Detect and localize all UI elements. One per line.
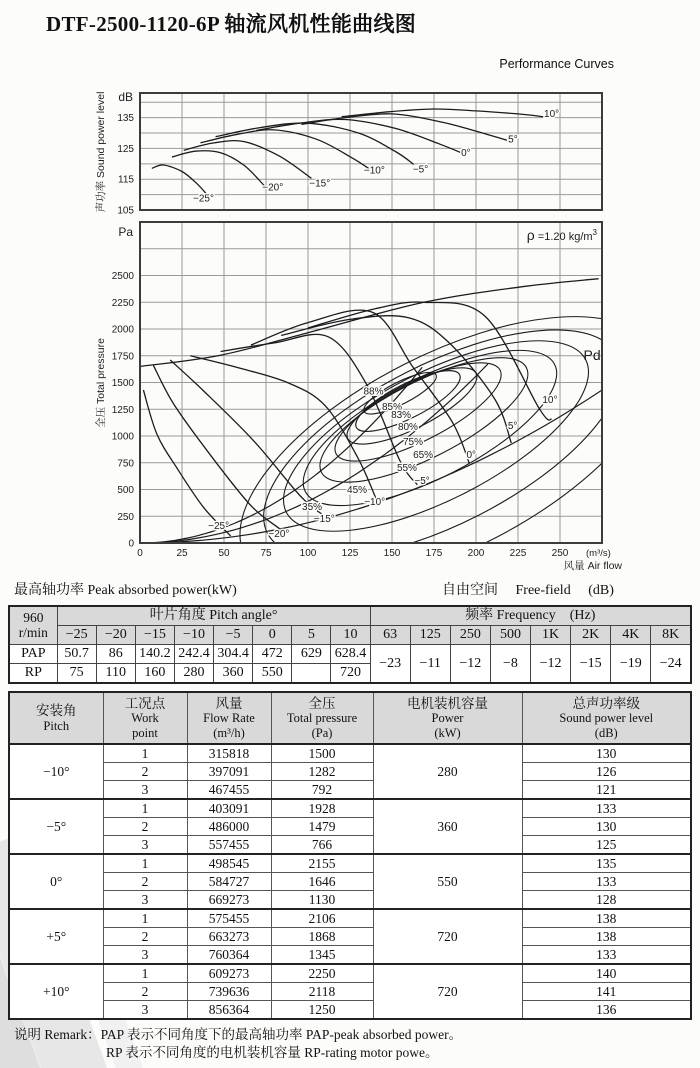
table-row [9, 854, 691, 873]
efficiency-label: 65% [413, 450, 434, 462]
curves-svg [0, 85, 700, 577]
y-tick-label: 2250 [111, 297, 134, 309]
db-unit-label: dB [118, 90, 133, 104]
power-cell: 280 [373, 744, 522, 799]
y-tick-label: 250 [117, 511, 134, 523]
sound-cell: 140 [522, 964, 691, 983]
y-tick-label: 0 [128, 538, 134, 550]
pap-value-cell: 86 [96, 645, 135, 664]
sound-curve-−15° [184, 141, 312, 179]
workpoint-cell: 1 [103, 744, 187, 763]
sound-curve-label: 5° [508, 134, 518, 146]
table-row [9, 799, 691, 818]
workpoint-cell: 1 [103, 964, 187, 983]
table-row [9, 928, 691, 946]
rp-value-cell: 550 [253, 664, 292, 684]
col-header: 电机装机容量 Power (kW) [373, 692, 522, 744]
freq-value-cell: −8 [490, 645, 530, 684]
workpoint-cell: 1 [103, 854, 187, 873]
pressure-cell: 1646 [271, 873, 373, 891]
frequency-cell: 4K [611, 626, 651, 645]
power-cell: 720 [373, 964, 522, 1019]
frequency-cell: 500 [490, 626, 530, 645]
workpoint-cell: 3 [103, 891, 187, 910]
sound-cell: 133 [522, 946, 691, 965]
table-row [9, 946, 691, 965]
flow-cell: 486000 [187, 818, 271, 836]
pitch-angle-cell: −10 [174, 626, 213, 645]
surge-envelope-curve [140, 279, 599, 367]
pressure-cell: 1500 [271, 744, 373, 763]
power-cell: 550 [373, 854, 522, 909]
power-cell: 720 [373, 909, 522, 964]
sound-cell: 141 [522, 983, 691, 1001]
performance-head [9, 692, 691, 744]
pa-unit-label: Pa [118, 225, 133, 239]
power-cell: 360 [373, 799, 522, 854]
x-tick-label: 25 [176, 548, 188, 559]
workpoint-cell: 2 [103, 818, 187, 836]
remark-line-1: 说明 Remark：PAP 表示不同角度下的最高轴功率 PAP-peak absorbed power。 [14, 1027, 463, 1042]
rp-value-cell: 720 [331, 664, 370, 684]
sound-curve-−5° [216, 123, 414, 164]
flow-cell: 663273 [187, 928, 271, 946]
workpoint-cell: 3 [103, 836, 187, 855]
freq-value-cell: −12 [531, 645, 571, 684]
pressure-cell: 1868 [271, 928, 373, 946]
x-axis-title: 风量 Air flow [563, 560, 622, 572]
sound-cell: 133 [522, 799, 691, 818]
workpoint-cell: 3 [103, 946, 187, 965]
y-tick-label: 1750 [111, 351, 134, 363]
pitch-cell: −5° [9, 799, 103, 854]
x-tick-label: 75 [260, 548, 272, 559]
rp-value-cell: 160 [135, 664, 174, 684]
pap-value-cell: 629 [292, 645, 331, 664]
sound-curve-label: −5° [412, 164, 429, 176]
pitch-angle-cell: 5 [292, 626, 331, 645]
efficiency-label: 83% [391, 409, 412, 421]
pressure-cell: 1479 [271, 818, 373, 836]
sound-cell: 135 [522, 854, 691, 873]
sound-curve-−25° [152, 165, 209, 197]
y-tick-label: 1500 [111, 378, 134, 389]
sound-curve-label: −10° [363, 165, 385, 177]
pressure-cell: 1282 [271, 763, 373, 781]
y-tick-label: 115 [118, 174, 134, 186]
pitch-cell: +5° [9, 909, 103, 964]
col-header: 全压 Total pressure (Pa) [271, 692, 373, 744]
grid-lines [140, 93, 602, 543]
sound-cell: 128 [522, 891, 691, 910]
flow-cell: 760364 [187, 946, 271, 965]
pitch-curve-label: 10° [542, 394, 558, 406]
pitch-header-cell: 叶片角度 Pitch angle° [57, 606, 370, 626]
frequency-cell: 250 [450, 626, 490, 645]
freq-value-cell: −23 [370, 645, 410, 684]
freq-value-cell: −12 [450, 645, 490, 684]
pap-value-cell: 304.4 [214, 645, 253, 664]
sound-curve-label: 10° [544, 109, 560, 121]
sound-cell: 138 [522, 928, 691, 946]
y-tick-label: 1250 [111, 404, 134, 416]
col-header: 风量 Flow Rate (m³/h) [187, 692, 271, 744]
efficiency-label: 75% [402, 436, 424, 448]
sound-curve-label: −20° [262, 182, 284, 194]
x-tick-label: 125 [341, 548, 359, 559]
flow-cell: 575455 [187, 909, 271, 928]
sound-curve-10° [342, 109, 544, 117]
flow-cell: 856364 [187, 1001, 271, 1020]
sound-cell: 130 [522, 818, 691, 836]
flow-cell: 397091 [187, 763, 271, 781]
freq-value-cell: −15 [571, 645, 611, 684]
efficiency-label: 88% [363, 386, 384, 398]
pitch-angle-cell: −20 [96, 626, 135, 645]
table-row [9, 873, 691, 891]
table-row [9, 818, 691, 836]
page-title: DTF-2500-1120-6P 轴流风机性能曲线图 [46, 12, 417, 36]
x-tick-label: 250 [551, 548, 569, 559]
pressure-cell: 1345 [271, 946, 373, 965]
speed-cell: 960 r/min [9, 606, 57, 645]
col-header: 安装角 Pitch [9, 692, 103, 744]
y-tick-label: 1000 [111, 431, 134, 443]
pd-label: Pd [583, 347, 601, 364]
sound-cell: 121 [522, 781, 691, 800]
pressure-cell: 2155 [271, 854, 373, 873]
sound-cell: 126 [522, 763, 691, 781]
pressure-cell: 766 [271, 836, 373, 855]
freq-value-cell: −11 [410, 645, 450, 684]
workpoint-cell: 2 [103, 873, 187, 891]
pressure-cell: 2106 [271, 909, 373, 928]
peak-power-label: 最高轴功率 Peak absorbed power(kW) [14, 583, 237, 598]
remark [14, 1026, 462, 1062]
pressure-cell: 792 [271, 781, 373, 800]
pitch-angle-cell: 0 [253, 626, 292, 645]
pitch-cell: +10° [9, 964, 103, 1019]
workpoint-cell: 1 [103, 799, 187, 818]
performance-table [8, 691, 692, 1020]
pap-value-cell: 50.7 [57, 645, 96, 664]
table-row [9, 763, 691, 781]
sound-curve-label: −15° [309, 178, 331, 190]
pitch-angle-cell: 10 [331, 626, 370, 645]
table-row [9, 964, 691, 983]
pressure-axis-title: 全压 Total pressure [95, 338, 107, 428]
pitch-angle-cell: −25 [57, 626, 96, 645]
frequency-cell: 63 [370, 626, 410, 645]
workpoint-cell: 1 [103, 909, 187, 928]
table-row [9, 891, 691, 910]
flow-cell: 609273 [187, 964, 271, 983]
power-frequency-body [9, 606, 691, 683]
pitch-cell: −10° [9, 744, 103, 799]
pitch-curve-label: −25° [208, 520, 230, 532]
y-tick-label: 750 [117, 458, 134, 470]
x-tick-label: 100 [299, 548, 317, 559]
frequency-cell: 8K [651, 626, 691, 645]
flow-cell: 669273 [187, 891, 271, 910]
table-row [9, 1001, 691, 1020]
x-tick-label: 50 [218, 548, 230, 559]
pressure-curve-−20° [153, 365, 279, 528]
rp-value-cell: 110 [96, 664, 135, 684]
flow-unit-label: (m³/s) [586, 548, 611, 559]
table-row [9, 983, 691, 1001]
pitch-angle-cell: −5 [214, 626, 253, 645]
col-header: 工况点 Work point [103, 692, 187, 744]
workpoint-cell: 3 [103, 781, 187, 800]
rp-value-cell: 280 [174, 664, 213, 684]
pitch-curve-label: −20° [268, 529, 290, 541]
power-frequency-table [8, 605, 692, 684]
flow-cell: 739636 [187, 983, 271, 1001]
pitch-curve-label: 5° [507, 420, 518, 432]
Pd-curve [140, 389, 604, 543]
rp-value-cell: 360 [214, 664, 253, 684]
workpoint-cell: 2 [103, 983, 187, 1001]
rp-label-cell: RP [9, 664, 57, 684]
pressure-cell: 1928 [271, 799, 373, 818]
sound-curve-−20° [172, 151, 264, 186]
table-row [9, 744, 691, 763]
freq-value-cell: −19 [611, 645, 651, 684]
pap-value-cell: 628.4 [331, 645, 370, 664]
pitch-angle-cell: −15 [135, 626, 174, 645]
pitch-curve-label: −10° [364, 496, 386, 508]
sound-curve-−10° [201, 130, 372, 171]
pap-value-cell: 140.2 [135, 645, 174, 664]
y-tick-label: 2500 [111, 271, 134, 282]
efficiency-label: 35% [302, 502, 323, 514]
sound-curve-label: 0° [461, 147, 471, 159]
pap-value-cell: 472 [253, 645, 292, 664]
y-tick-label: 125 [117, 143, 134, 155]
freq-header-cell: 频率 Frequency (Hz) [370, 606, 691, 626]
sound-axis-title: 声功率 Sound power level [95, 91, 107, 213]
free-field-label: 自由空间 Free-field (dB) [442, 583, 614, 598]
sound-cell: 136 [522, 1001, 691, 1020]
sound-cell: 125 [522, 836, 691, 855]
flow-cell: 557455 [187, 836, 271, 855]
rp-value-cell: 75 [57, 664, 96, 684]
efficiency-label: 55% [396, 462, 417, 474]
density-annotation: ρ =1.20 $kg/m^3$ [526, 227, 597, 243]
flow-cell: 467455 [187, 781, 271, 800]
sound-cell: 130 [522, 744, 691, 763]
efficiency-label: 85% [381, 401, 403, 413]
pitch-curve-label: 0° [466, 449, 477, 461]
y-tick-label: 105 [117, 205, 134, 217]
workpoint-cell: 3 [103, 1001, 187, 1020]
frequency-cell: 125 [410, 626, 450, 645]
remark-line-2: RP 表示不同角度的电机装机容量 RP-rating motor powe。 [106, 1044, 439, 1060]
flow-cell: 498545 [187, 854, 271, 873]
col-header: 总声功率级 Sound power level (dB) [522, 692, 691, 744]
pitch-curve-label: −15° [313, 513, 335, 525]
x-tick-label: 0 [137, 548, 143, 559]
rp-value-cell [292, 664, 331, 684]
table-row [9, 909, 691, 928]
flow-cell: 403091 [187, 799, 271, 818]
x-tick-label: 225 [509, 548, 527, 559]
y-tick-label: 2000 [111, 324, 134, 336]
subtitle: Performance Curves [499, 57, 614, 71]
sound-cell: 138 [522, 909, 691, 928]
flow-cell: 315818 [187, 744, 271, 763]
sound-curve-label: −25° [193, 193, 214, 205]
efficiency-label: 80% [397, 422, 418, 434]
flow-cell: 584727 [187, 873, 271, 891]
pressure-cell: 1250 [271, 1001, 373, 1020]
pressure-cell: 2118 [271, 983, 373, 1001]
performance-body [9, 744, 691, 1019]
x-tick-label: 200 [467, 548, 485, 559]
freq-value-cell: −24 [651, 645, 691, 684]
pressure-cell: 2250 [271, 964, 373, 983]
x-tick-label: 175 [425, 548, 443, 559]
frequency-cell: 2K [571, 626, 611, 645]
table-row [9, 781, 691, 800]
pitch-curve-label: −5° [414, 475, 430, 487]
y-tick-label: 135 [117, 113, 134, 125]
frequency-cell: 1K [531, 626, 571, 645]
x-tick-label: 150 [383, 548, 401, 559]
pressure-curve-0° [251, 310, 469, 463]
workpoint-cell: 2 [103, 763, 187, 781]
sound-cell: 133 [522, 873, 691, 891]
pressure-cell: 1130 [271, 891, 373, 910]
y-tick-label: 500 [117, 485, 134, 496]
pap-value-cell: 242.4 [174, 645, 213, 664]
efficiency-label: 45% [347, 485, 368, 497]
workpoint-cell: 2 [103, 928, 187, 946]
pap-label-cell: PAP [9, 645, 57, 664]
pitch-cell: 0° [9, 854, 103, 909]
table-row [9, 836, 691, 855]
